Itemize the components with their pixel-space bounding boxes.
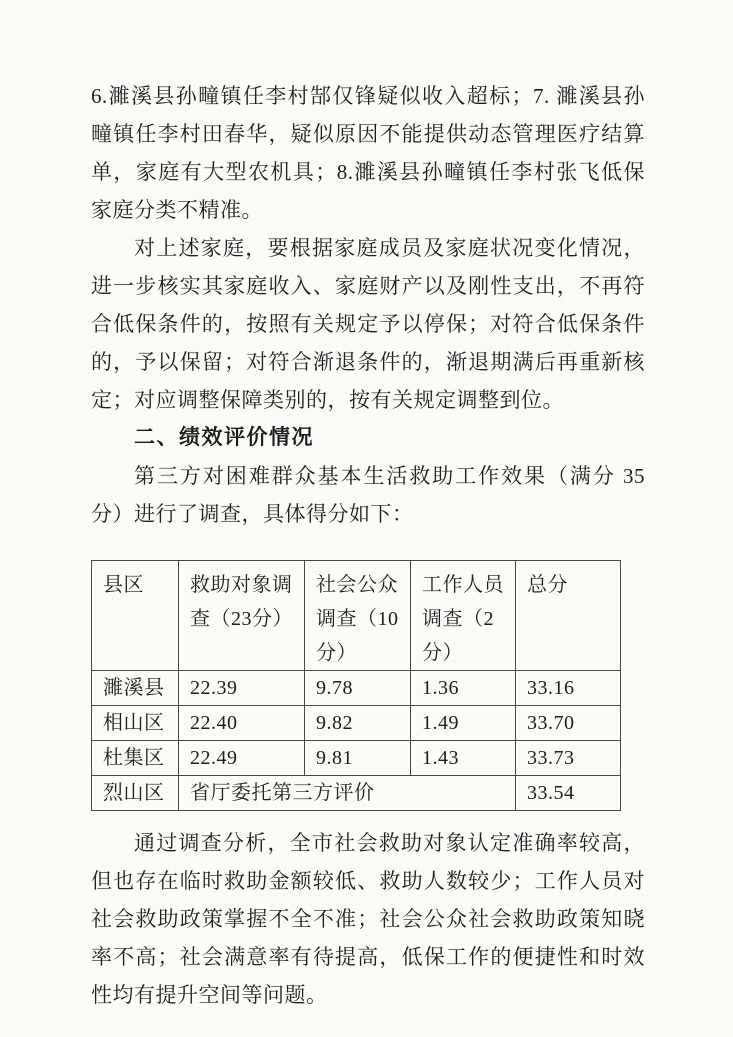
paragraph-survey-intro: 第三方对困难群众基本生活救助工作效果（满分 35 分）进行了调查，具体得分如下： bbox=[91, 464, 645, 526]
col-header-staff-survey: 工作人员调查（2分） bbox=[411, 561, 516, 671]
table-header-row bbox=[92, 561, 621, 671]
col-header-recipient-survey: 救助对象调查（23分） bbox=[179, 561, 305, 671]
paragraph-rectification: 对上述家庭，要根据家庭成员及家庭状况变化情况，进一步核实其家庭收入、家庭财产以及刚性支出，不再符合低保条件的，按照有关规定予以停保；对符合低保条件的，予以保留；对符合渐退条件的，渐退期满后再重新核定；对应调整保障类别的，按有关规定调整到位。 bbox=[91, 236, 645, 412]
cell-total-score: 33.54 bbox=[516, 776, 621, 811]
cell-public-score: 9.81 bbox=[305, 741, 411, 776]
cell-total-score: 33.16 bbox=[516, 671, 621, 706]
cell-staff-score: 1.43 bbox=[411, 741, 516, 776]
cell-public-score: 9.82 bbox=[305, 706, 411, 741]
table-row bbox=[92, 706, 621, 741]
cell-district: 相山区 bbox=[92, 706, 179, 741]
cell-district: 杜集区 bbox=[92, 741, 179, 776]
cell-recipient-score: 22.39 bbox=[179, 671, 305, 706]
cell-district: 濉溪县 bbox=[92, 671, 179, 706]
cell-staff-score: 1.49 bbox=[411, 706, 516, 741]
cell-staff-score: 1.36 bbox=[411, 671, 516, 706]
cell-district: 烈山区 bbox=[92, 776, 179, 811]
col-header-district: 县区 bbox=[92, 561, 179, 671]
table-row-merged bbox=[92, 776, 621, 811]
cell-public-score: 9.78 bbox=[305, 671, 411, 706]
cell-recipient-score: 22.49 bbox=[179, 741, 305, 776]
cell-total-score: 33.73 bbox=[516, 741, 621, 776]
col-header-public-survey: 社会公众调查（10分） bbox=[305, 561, 411, 671]
document-body bbox=[91, 77, 645, 1014]
table-row bbox=[92, 741, 621, 776]
section-heading: 二、绩效评价情况 bbox=[134, 426, 315, 449]
table-row bbox=[92, 671, 621, 706]
cell-total-score: 33.70 bbox=[516, 706, 621, 741]
paragraph-analysis: 通过调查分析，全市社会救助对象认定准确率较高，但也存在临时救助金额较低、救助人数较少；工作人员对社会救助政策掌握不全不准；社会公众社会救助政策知晓率不高；社会满意率有待提高，低保工作的便捷性和时效性均有提升空间等问题。 bbox=[91, 831, 645, 1007]
score-table bbox=[91, 560, 621, 811]
cell-recipient-score: 22.40 bbox=[179, 706, 305, 741]
col-header-total: 总分 bbox=[516, 561, 621, 671]
paragraph-findings-continued: 6.濉溪县孙疃镇任李村郜仅锋疑似收入超标；7. 濉溪县孙疃镇任李村田春华，疑似原因不能提供动态管理医疗结算单，家庭有大型农机具；8.濉溪县孙疃镇任李村张飞低保家庭分类不精准。 bbox=[91, 84, 645, 222]
cell-third-party-note: 省厅委托第三方评价 bbox=[179, 776, 516, 811]
